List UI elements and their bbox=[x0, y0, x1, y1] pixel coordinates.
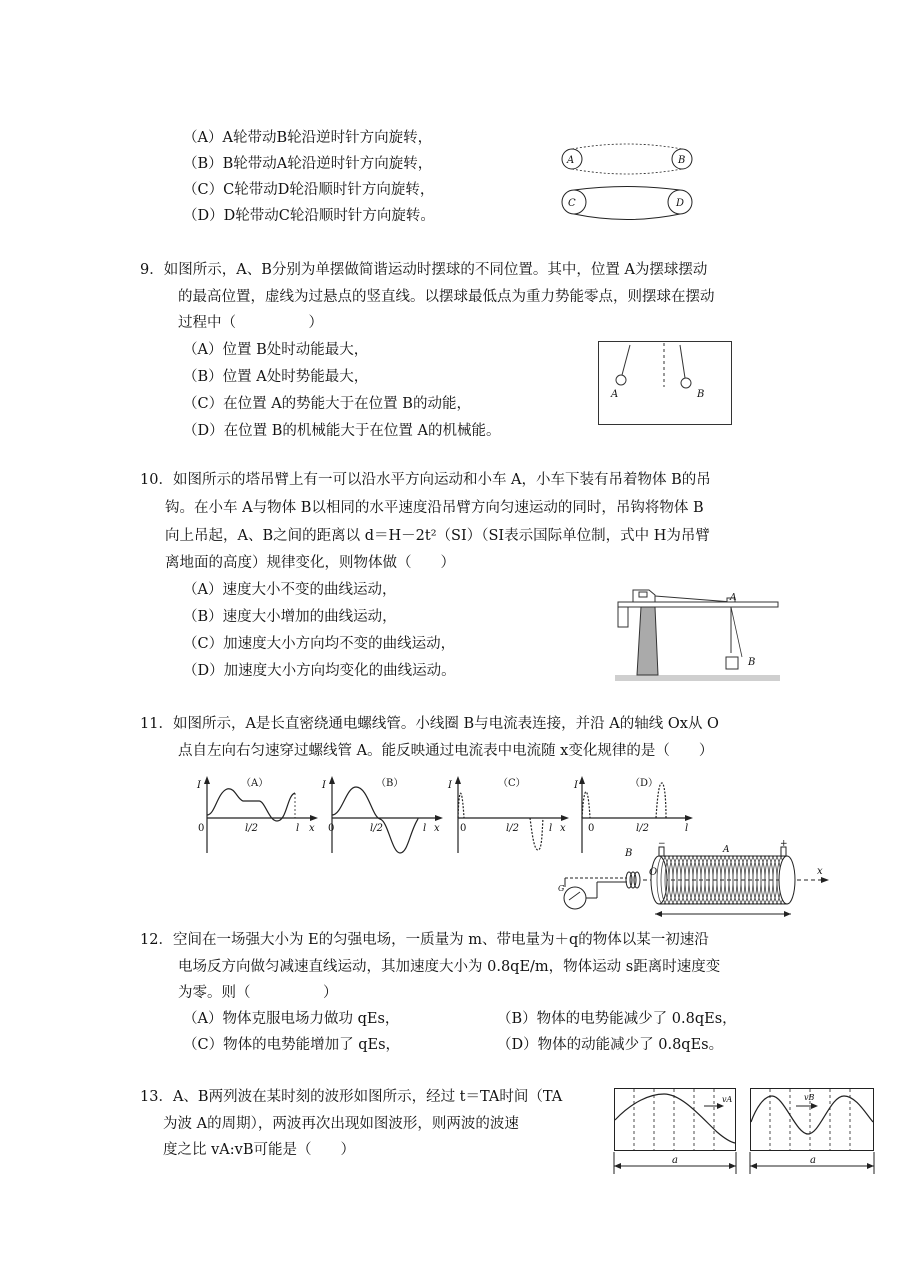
q12-option-d: （D）物体的动能减少了 0.8qEs。 bbox=[497, 1037, 724, 1053]
q13-wave-a-figure bbox=[612, 1088, 740, 1174]
q9-pendulum-figure bbox=[598, 341, 732, 425]
q10-label-a: A bbox=[730, 593, 737, 603]
q11-graph-d-end: l bbox=[685, 823, 689, 834]
q13-stem-line1: 13．A、B两列波在某时刻的波形如图所示，经过 t＝TA时间（TA bbox=[140, 1089, 563, 1105]
q11-graph-a-xlabel: x bbox=[309, 823, 315, 834]
q11-graph-b-xlabel: x bbox=[434, 823, 440, 834]
q8-belt-figure bbox=[560, 145, 695, 225]
q8-label-c: C bbox=[568, 198, 576, 209]
q11-label-coil-b: B bbox=[625, 848, 633, 859]
q11-graph-c-tag: （C） bbox=[498, 778, 526, 789]
q11-graph-c-ylabel: I bbox=[448, 780, 452, 791]
q11-graph-a-ylabel: I bbox=[197, 780, 201, 791]
q12-stem-line2: 电场反方向做匀减速直线运动，其加速度大小为 0.8qE/m，物体运动 s距离时速度变 bbox=[178, 959, 721, 975]
q8-option-b: （B）B轮带动A轮沿逆时针方向旋转， bbox=[183, 156, 433, 172]
q9-stem-line1: 9．如图所示，A、B分别为单摆做简谐运动时摆球的不同位置。其中，位置 A为摆球摆动 bbox=[140, 262, 708, 278]
q10-option-d: （D）加速度大小方向均变化的曲线运动。 bbox=[183, 663, 456, 679]
q10-stem-line1: 10．如图所示的塔吊臂上有一可以沿水平方向运动和小车 A，小车下装有吊着物体 B的吊 bbox=[140, 472, 711, 488]
q11-stem-line2: 点自左向右匀速穿过螺线管 A。能反映通过电流表中电流随 x变化规律的是（ ） bbox=[178, 743, 714, 759]
q10-label-b: B bbox=[748, 657, 756, 668]
q10-option-b: （B）速度大小增加的曲线运动， bbox=[183, 609, 397, 625]
q11-label-solenoid-a: A bbox=[723, 845, 730, 855]
q13-stem-line2: 为波 A的周期），两波再次出现如图波形，则两波的波速 bbox=[163, 1116, 519, 1132]
q8-label-d: D bbox=[676, 198, 685, 209]
q11-graph-d-origin: 0 bbox=[588, 823, 595, 834]
q12-stem-line1: 12．空间在一场强大小为 E的匀强电场，一质量为 m、带电量为＋q的物体以某一初速沿 bbox=[140, 932, 709, 948]
q11-graph-a-tag: （A） bbox=[241, 778, 269, 789]
q8-option-c: （C）C轮带动D轮沿顺时针方向旋转， bbox=[183, 182, 435, 198]
q9-option-c: （C）在位置 A的势能大于在位置 B的动能， bbox=[183, 396, 471, 412]
q9-label-b: B bbox=[697, 389, 705, 400]
q12-stem-line3: 为零。则（ ） bbox=[178, 985, 338, 1001]
q11-graph-d-tag: （D） bbox=[630, 778, 659, 789]
q11-graph-b-tag: （B） bbox=[376, 778, 404, 789]
q10-stem-line2: 钩。在小车 A与物体 B以相同的水平速度沿吊臂方向匀速运动的同时，吊钩将物体 B bbox=[165, 500, 704, 516]
q11-graph-a-origin: 0 bbox=[198, 823, 205, 834]
q11-graph-d-ylabel: I bbox=[574, 780, 578, 791]
q9-stem-line3: 过程中（ ） bbox=[178, 315, 323, 331]
q11-meter-label: G bbox=[558, 884, 565, 893]
q13-label-b-width-a: a bbox=[810, 1155, 816, 1166]
q11-label-plus: + bbox=[780, 839, 788, 849]
q12-option-a: （A）物体克服电场力做功 qEs， bbox=[183, 1011, 400, 1027]
q11-graph-b-end: l bbox=[423, 823, 427, 834]
q11-graph-c-end: l bbox=[549, 823, 553, 834]
q13-stem-line3: 度之比 vA:vB可能是（ ） bbox=[163, 1142, 356, 1158]
q8-option-d: （D）D轮带动C轮沿顺时针方向旋转。 bbox=[183, 208, 435, 224]
q8-label-a: A bbox=[567, 155, 575, 166]
q8-label-b: B bbox=[678, 155, 686, 166]
q13-label-va: vA bbox=[722, 1095, 733, 1104]
q10-option-c: （C）加速度大小方向均不变的曲线运动， bbox=[183, 636, 456, 652]
q10-option-a: （A）速度大小不变的曲线运动， bbox=[183, 582, 397, 598]
q11-graph-b bbox=[320, 775, 448, 855]
q11-label-minus: − bbox=[658, 839, 666, 849]
q9-label-a: A bbox=[611, 389, 619, 400]
q10-crane-figure bbox=[615, 585, 780, 687]
q11-solenoid-figure bbox=[555, 839, 830, 922]
q11-graph-b-origin: 0 bbox=[328, 823, 335, 834]
q9-option-a: （A）位置 B处时动能最大， bbox=[183, 342, 369, 358]
q8-option-a: （A）A轮带动B轮沿逆时针方向旋转， bbox=[183, 130, 433, 146]
q11-graph-b-ylabel: I bbox=[322, 780, 326, 791]
q10-stem-line4: 离地面的高度）规律变化，则物体做（ ） bbox=[165, 555, 455, 571]
q11-stem-line1: 11．如图所示，A是长直密绕通电螺线管。小线圈 B与电流表连接，并沿 A的轴线 Ox从 O bbox=[140, 716, 719, 732]
q12-option-b: （B）物体的电势能减少了 0.8qEs， bbox=[497, 1011, 737, 1027]
q9-option-d: （D）在位置 B的机械能大于在位置 A的机械能。 bbox=[183, 423, 501, 439]
q12-option-c: （C）物体的电势能增加了 qEs， bbox=[183, 1037, 401, 1053]
q9-stem-line2: 的最高位置，虚线为过悬点的竖直线。以摆球最低点为重力势能零点，则摆球在摆动 bbox=[178, 289, 715, 305]
q13-label-vb: vB bbox=[804, 1093, 815, 1102]
q11-graph-a-mid: l/2 bbox=[245, 823, 258, 834]
q11-graph-c-origin: 0 bbox=[460, 823, 467, 834]
q11-graph-b-mid: l/2 bbox=[370, 823, 383, 834]
q13-wave-b-figure bbox=[748, 1088, 878, 1174]
q11-label-axis-x: x bbox=[817, 866, 823, 877]
q11-label-origin-o: O bbox=[649, 867, 658, 878]
q13-label-a-width-a: a bbox=[672, 1155, 678, 1166]
q10-stem-line3: 向上吊起，A、B之间的距离以 d＝H－2t²（SI）（SI表示国际单位制，式中 H为吊臂 bbox=[165, 528, 710, 544]
q11-graph-c-mid: l/2 bbox=[506, 823, 519, 834]
q11-graph-a bbox=[195, 775, 323, 855]
q11-graph-d-mid: l/2 bbox=[636, 823, 649, 834]
q11-graph-c-xlabel: x bbox=[560, 823, 566, 834]
q9-option-b: （B）位置 A处时势能最大， bbox=[183, 369, 369, 385]
q11-graph-a-end: l bbox=[296, 823, 300, 834]
